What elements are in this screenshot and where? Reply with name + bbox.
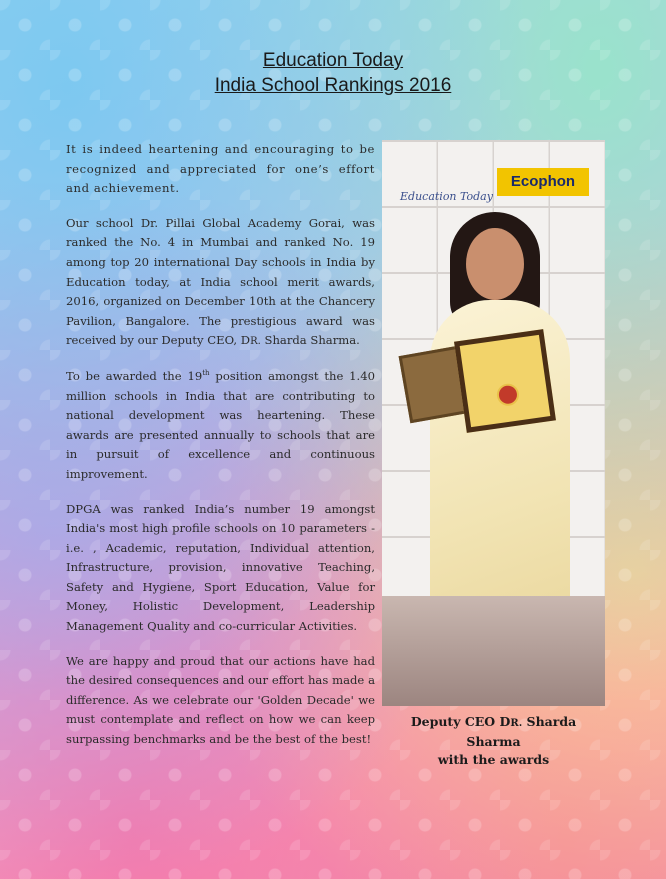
caption-line-1 (382, 713, 605, 751)
award-medal-icon (496, 382, 521, 407)
paragraph-ranking-text: Our school Dr. Pillai Global Academy Gorai, was ranked the No. 4 in Mumbai and ranked No. 19 among top 20 international Day schools in India by Education today, at India school merit awards, 2016, organized on December 10th at the Chancery Pavilion, Bangalore. The prestigious award was received by our Deputy CEO, D (66, 215, 375, 348)
ecophon-logo: Ecophon (497, 168, 589, 196)
paragraph-ranking (66, 214, 375, 352)
paragraph-parameters: DPGA was ranked India’s number 19 amongst India's most high profile schools on 10 parameters -i.e. , Academic, reputation, Individual attention, Infrastructure, provision, innovative Teaching, Safety and Hygiene, Sport Education, Value for Money, Holistic Development, Leadership Management Quality and co-curricular Activities. (66, 501, 375, 634)
education-today-logo: Education Today (400, 190, 493, 203)
award-plaque-large (454, 329, 556, 433)
paragraph-position-text-a: To be awarded the 19 (66, 368, 203, 383)
award-photo (382, 140, 605, 706)
paragraph-ranking-name: Sharda Sharma. (260, 333, 360, 348)
title-line-1: Education Today (262, 50, 404, 71)
person-face (466, 228, 524, 300)
paragraph-closing: We are happy and proud that our actions have had the desired consequences and our effort has made a difference. As we celebrate our 'Golden Decade' we must contemplate and reflect on how we can keep surpassing benchmarks and be the best of the best! (66, 653, 375, 747)
caption-line-2: with the awards (437, 752, 550, 767)
caption-title: R. (510, 718, 523, 729)
paragraph-intro: It is indeed heartening and encouraging to be recognized and appreciated for one’s effort and achievement. (66, 142, 375, 196)
paragraph-position-text-b: position amongst the 1.40 million schools in India that are contributing to national development was heartening. These awards are presented annually to schools that are in pursuit of excellence and continuous improvement. (66, 368, 375, 481)
paragraph-ranking-title: R. (250, 336, 261, 348)
title-line-2: India School Rankings 2016 (214, 75, 452, 96)
caption-name: Sharda Sharma (466, 714, 577, 749)
paragraph-position (66, 367, 375, 485)
photo-caption (382, 713, 605, 769)
floor (382, 596, 605, 706)
article-body (66, 140, 375, 765)
page-title (0, 48, 666, 98)
caption-role: Deputy CEO D (410, 714, 511, 729)
superscript-th: th (202, 369, 210, 378)
